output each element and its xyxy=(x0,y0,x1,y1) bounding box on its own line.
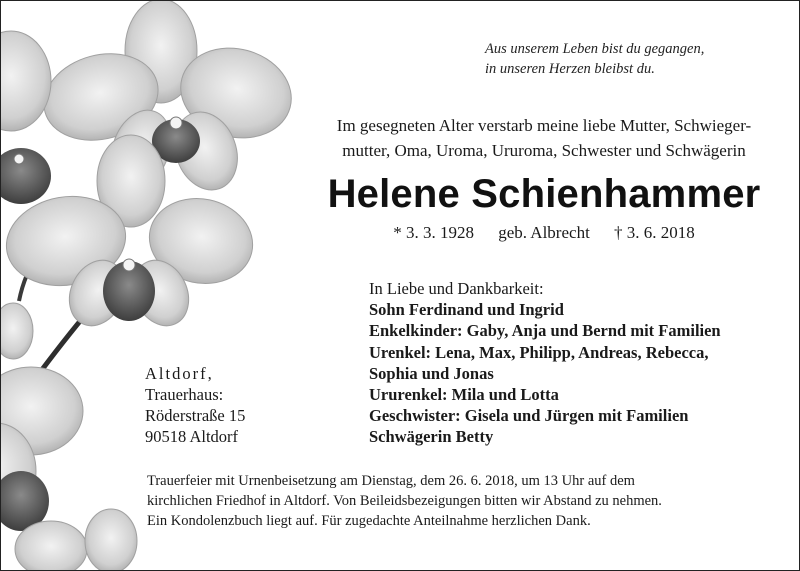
mourner-line: Sophia und Jonas xyxy=(369,363,494,383)
intro-line-1: Im gesegneten Alter verstarb meine liebe Mutter, Schwieger- xyxy=(336,116,752,135)
address-line: Altdorf, xyxy=(145,364,214,383)
mourner-line: Geschwister: Gisela und Jürgen mit Familien xyxy=(369,406,689,426)
maiden-name: geb. Albrecht xyxy=(498,223,590,242)
funeral-line-1: Trauerfeier mit Urnenbeisetzung am Dienstag, dem 26. 6. 2018, um 13 Uhr auf dem xyxy=(147,473,635,489)
mourner-line: Ururenkel: Mila und Lotta xyxy=(369,385,559,405)
intro-text xyxy=(297,113,791,163)
funeral-line-3: Ein Kondolenzbuch liegt auf. Für zugedachte Anteilnahme herzlichen Dank. xyxy=(147,513,591,529)
mourner-line: Schwägerin Betty xyxy=(369,427,494,447)
mourners-list xyxy=(369,278,789,448)
life-dates xyxy=(297,221,791,245)
funeral-line-2: kirchlichen Friedhof in Altdorf. Von Beileidsbezeigungen bitten wir Abstand zu nehmen. xyxy=(147,493,662,509)
orchid-flower-bottom xyxy=(1,303,137,570)
mourning-house-address xyxy=(145,363,345,447)
funeral-notice xyxy=(147,471,759,531)
mourner-line: Enkelkinder: Gaby, Anja und Bernd mit Familien xyxy=(369,321,721,341)
mourners-lead: In Liebe und Dankbarkeit: xyxy=(369,279,544,298)
orchid-flower-top xyxy=(34,1,301,199)
motto-line-1: Aus unserem Leben bist du gegangen, xyxy=(485,41,705,57)
motto-verse xyxy=(485,39,785,79)
orchid-flower-left xyxy=(1,31,51,204)
address-line: Trauerhaus: xyxy=(145,385,224,404)
motto-line-2: in unseren Herzen bleibst du. xyxy=(485,61,655,77)
death-date: † 3. 6. 2018 xyxy=(614,223,695,242)
address-line: Röderstraße 15 xyxy=(145,406,246,425)
address-line: 90518 Altdorf xyxy=(145,427,239,446)
intro-line-2: mutter, Oma, Uroma, Ururoma, Schwester und Schwägerin xyxy=(342,141,746,160)
mourner-line: Urenkel: Lena, Max, Philipp, Andreas, Rebecca, xyxy=(369,342,709,362)
birth-date: * 3. 3. 1928 xyxy=(393,223,474,242)
deceased-name: Helene Schienhammer xyxy=(327,172,761,216)
mourner-line: Sohn Ferdinand und Ingrid xyxy=(369,300,564,320)
